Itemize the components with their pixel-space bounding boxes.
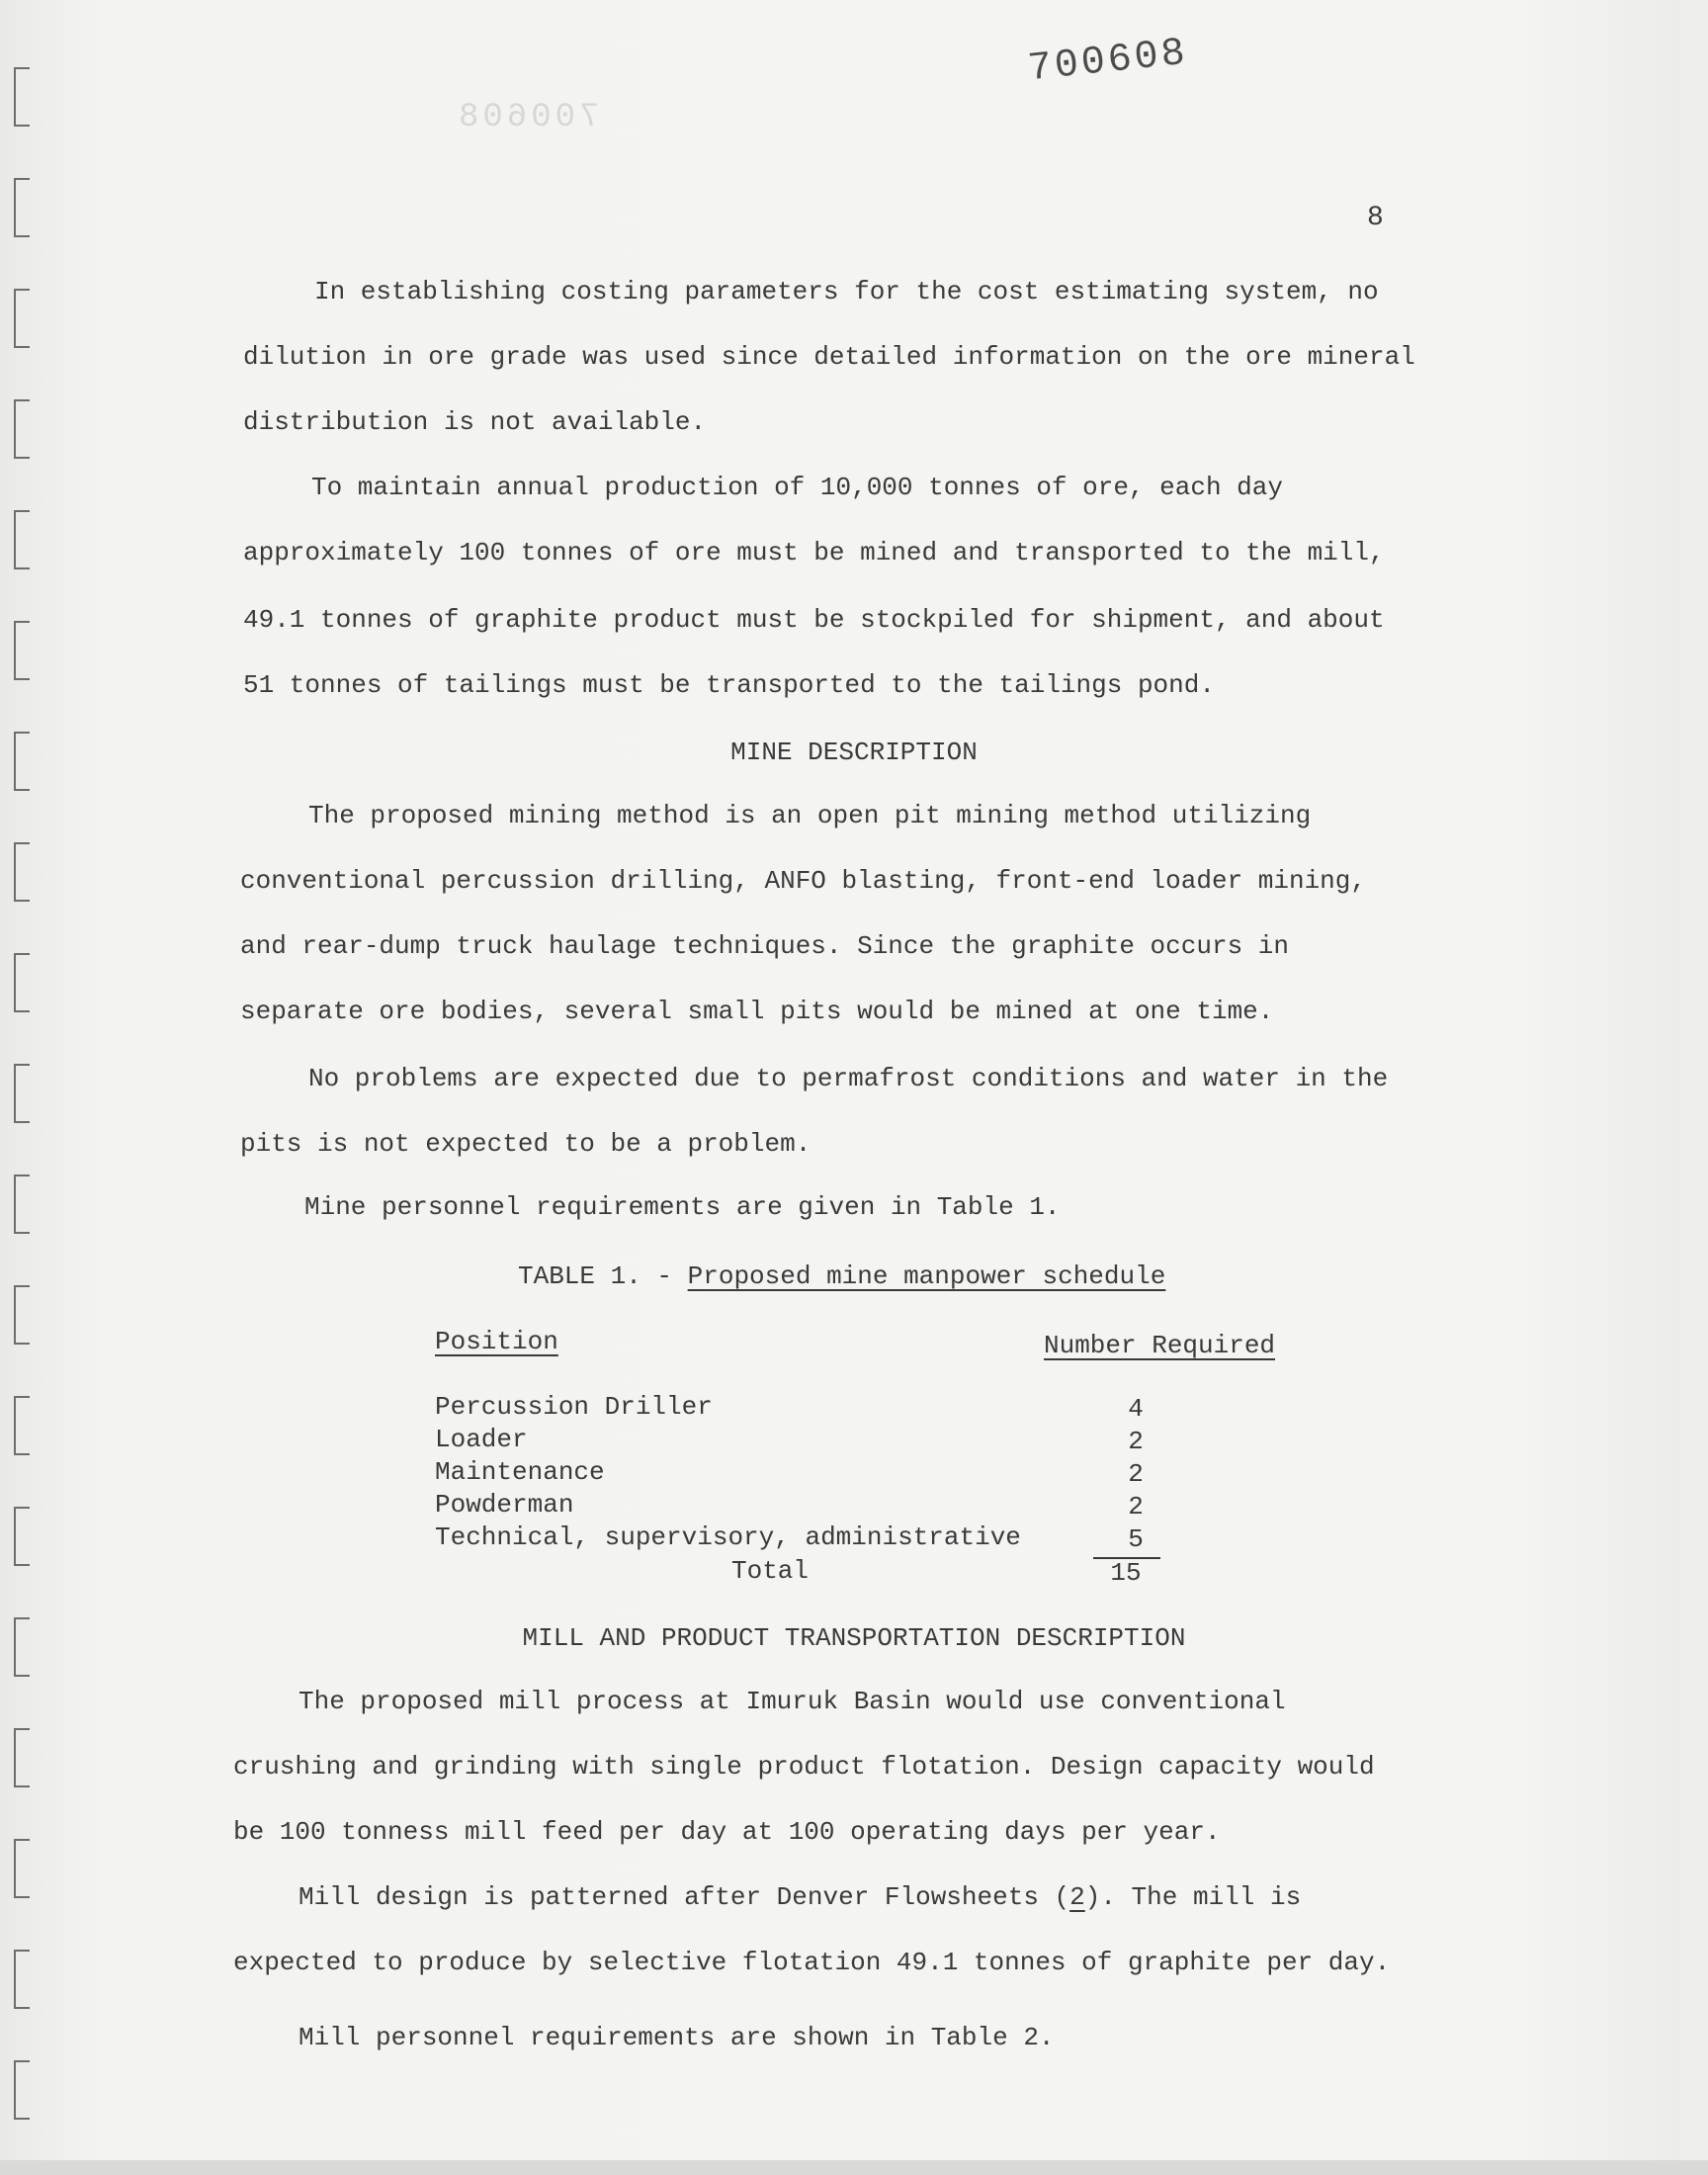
binder-hole (14, 67, 30, 127)
paragraph-text: ). The mill is (1084, 1882, 1302, 1912)
binder-hole (14, 178, 30, 237)
paragraph-line: No problems are expected due to permafrost conditions and water in the (308, 1064, 1389, 1093)
binder-hole (14, 399, 30, 459)
paragraph-text: Mill design is patterned after Denver Flowsheets ( (299, 1882, 1070, 1912)
binder-hole (14, 1396, 30, 1455)
paragraph-line: separate ore bodies, several small pits would be mined at one time. (240, 997, 1274, 1026)
table-cell-position: Powderman (435, 1490, 574, 1520)
table-cell-position: Maintenance (435, 1457, 605, 1487)
table-cell-position: Technical, supervisory, administrative (435, 1522, 1021, 1552)
table-caption-title: Proposed mine manpower schedule (687, 1262, 1166, 1291)
binder-hole (14, 842, 30, 902)
table-cell-number: 2 (1128, 1492, 1144, 1522)
paragraph-line: Mine personnel requirements are given in Table 1. (304, 1192, 1061, 1222)
paragraph-line: 51 tonnes of tailings must be transported to the tailings pond. (243, 670, 1215, 700)
binder-hole (14, 1285, 30, 1345)
paragraph-line (299, 1882, 1301, 1912)
binder-hole (14, 2060, 30, 2120)
table-cell-number: 2 (1128, 1427, 1144, 1456)
paragraph-line: conventional percussion drilling, ANFO blasting, front-end loader mining, (240, 866, 1366, 896)
binder-hole (14, 1839, 30, 1898)
binder-hole (14, 289, 30, 348)
paragraph-line: pits is not expected to be a problem. (240, 1129, 811, 1159)
paragraph-line: crushing and grinding with single product flotation. Design capacity would (233, 1752, 1375, 1782)
table-total-label: Total (731, 1556, 810, 1586)
paragraph-line: In establishing costing parameters for the cost estimating system, no (314, 277, 1379, 306)
paragraph-line: approximately 100 tonnes of ore must be mined and transported to the mill, (243, 538, 1385, 567)
table-caption-prefix: TABLE 1. - (518, 1262, 688, 1291)
page-number: 8 (1367, 203, 1384, 233)
table-total-value: 15 (1110, 1558, 1142, 1588)
scan-edge (0, 2160, 1708, 2175)
binder-hole (14, 510, 30, 569)
paragraph-line: dilution in ore grade was used since detailed information on the ore mineral (243, 342, 1415, 372)
table-header-number: Number Required (1044, 1331, 1276, 1360)
table-cell-position: Loader (435, 1425, 528, 1454)
binder-hole (14, 1507, 30, 1566)
paragraph-line: expected to produce by selective flotation 49.1 tonnes of graphite per day. (233, 1948, 1391, 1977)
table-cell-number: 4 (1128, 1394, 1144, 1424)
mill-description-heading: MILL AND PRODUCT TRANSPORTATION DESCRIPTION (522, 1623, 1186, 1653)
table-cell-position: Percussion Driller (435, 1392, 713, 1422)
binder-hole (14, 953, 30, 1012)
table-cell-number: 2 (1128, 1459, 1144, 1489)
binder-hole (14, 621, 30, 680)
binder-hole (14, 1728, 30, 1787)
paragraph-line: To maintain annual production of 10,000 tonnes of ore, each day (311, 473, 1283, 502)
paragraph-line: be 100 tonness mill feed per day at 100 operating days per year. (233, 1817, 1221, 1847)
binder-hole (14, 1950, 30, 2009)
paragraph-line: distribution is not available. (243, 407, 707, 437)
paragraph-line: and rear-dump truck haulage techniques. Since the graphite occurs in (240, 931, 1289, 961)
paragraph-line: The proposed mill process at Imuruk Basin would use conventional (299, 1687, 1286, 1716)
table-cell-number: 5 (1128, 1524, 1144, 1554)
paragraph-line: 49.1 tonnes of graphite product must be stockpiled for shipment, and about (243, 605, 1385, 635)
document-number-stamp: 700608 (1026, 31, 1190, 93)
binder-hole (14, 1064, 30, 1123)
mine-description-heading: MINE DESCRIPTION (730, 738, 978, 767)
table-caption (518, 1262, 1165, 1291)
table-header-position: Position (435, 1327, 558, 1356)
reference-link: 2 (1069, 1882, 1085, 1912)
paragraph-line: The proposed mining method is an open pit mining method utilizing (308, 801, 1312, 830)
paragraph-line: Mill personnel requirements are shown in Table 2. (299, 2023, 1055, 2052)
bleed-through-stamp: 700608 (455, 99, 600, 136)
binder-hole (14, 1174, 30, 1234)
